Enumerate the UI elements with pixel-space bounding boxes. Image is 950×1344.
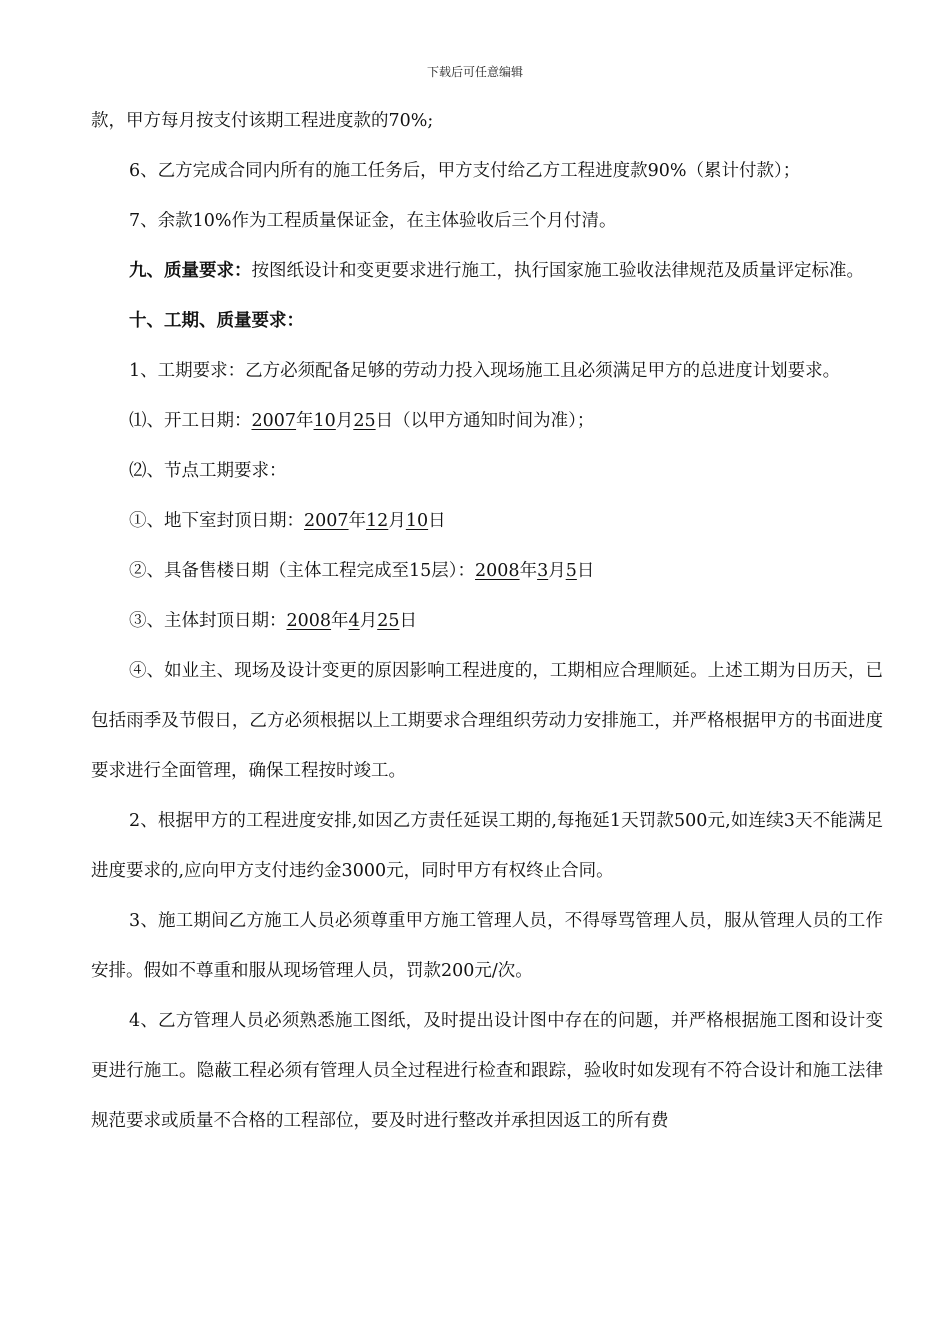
paragraph-drawings-inspection: 4、乙方管理人员必须熟悉施工图纸，及时提出设计图中存在的问题，并严格根据施工图和设计变更进行施工。隐蔽工程必须有管理人员全过程进行检查和跟踪，验收时如发现有不符合设计和施工法律规范要求或质量不合格的工程部位，要及时进行整改并承担因返工的所有费	[91, 1011, 883, 1131]
node-2-label: ②、具备售楼日期（主体工程完成至15层）：	[129, 561, 476, 581]
node-1-line	[91, 496, 883, 546]
node-2-year: 2008	[475, 561, 520, 581]
node-1-year: 2007	[304, 511, 349, 531]
start-date-label: ⑴、开工日期：	[129, 411, 252, 431]
node-2-suffix: 日	[576, 561, 595, 581]
node-3-label: ③、主体封顶日期：	[129, 611, 287, 631]
section-9-text: 按图纸设计和变更要求进行施工，执行国家施工验收法律规范及质量评定标准。	[251, 261, 864, 281]
node-schedule-heading: ⑵、节点工期要求：	[129, 461, 287, 481]
node-1-month-sep: 月	[388, 511, 406, 531]
node-2-year-sep: 年	[519, 561, 538, 581]
node-1-month: 12	[366, 511, 389, 531]
paragraph-payment-70: 款，甲方每月按支付该期工程进度款的70%;	[91, 111, 434, 131]
node-1-label: ①、地下室封顶日期：	[129, 511, 304, 531]
start-date-day: 25	[353, 411, 376, 431]
node-2-line	[91, 546, 883, 596]
node-2-month: 3	[537, 561, 549, 581]
node-3-month-sep: 月	[359, 611, 378, 631]
node-1-day: 10	[405, 511, 429, 531]
paragraph-payment-90: 6、乙方完成合同内所有的施工任务后，甲方支付给乙方工程进度款90%（累计付款）；	[129, 161, 801, 181]
paragraph-respect-management: 3、施工期间乙方施工人员必须尊重甲方施工管理人员，不得辱骂管理人员，服从管理人员的工作安排。假如不尊重和服从现场管理人员，罚款200元/次。	[91, 911, 883, 981]
node-3-line	[91, 596, 883, 646]
section-9-label: 九、质量要求：	[129, 261, 252, 281]
node-3-suffix: 日	[399, 611, 417, 631]
start-date-year: 2007	[251, 411, 297, 431]
node-2-day: 5	[565, 561, 577, 581]
paragraph-schedule-extension: ④、如业主、现场及设计变更的原因影响工程进度的，工期相应合理顺延。上述工期为日历天，已包括雨季及节假日，乙方必须根据以上工期要求合理组织劳动力安排施工，并严格根据甲方的书面进度要求进行全面管理，确保工程按时竣工。	[91, 661, 883, 781]
page-header-watermark: 下载后可任意编辑	[426, 65, 523, 79]
start-date-suffix: 日（以甲方通知时间为准）；	[375, 411, 595, 431]
section-9-quality	[91, 246, 883, 296]
section-10-heading: 十、工期、质量要求：	[129, 311, 304, 331]
node-2-month-sep: 月	[548, 561, 566, 581]
start-date-line	[91, 396, 883, 446]
paragraph-delay-penalty: 2、根据甲方的工程进度安排,如因乙方责任延误工期的,每拖延1天罚款500元,如连续3天不能满足进度要求的,应向甲方支付违约金3000元，同时甲方有权终止合同。	[91, 811, 883, 881]
start-date-year-sep: 年	[296, 411, 314, 431]
paragraph-retention: 7、余款10%作为工程质量保证金，在主体验收后三个月付清。	[129, 211, 617, 231]
node-3-year: 2008	[286, 611, 332, 631]
node-3-year-sep: 年	[331, 611, 349, 631]
node-1-suffix: 日	[428, 511, 446, 531]
start-date-month-sep: 月	[335, 411, 354, 431]
document-body	[91, 96, 883, 1146]
node-3-month: 4	[348, 611, 360, 631]
node-1-year-sep: 年	[348, 511, 367, 531]
paragraph-schedule-requirement: 1、工期要求：乙方必须配备足够的劳动力投入现场施工且必须满足甲方的总进度计划要求。	[129, 361, 841, 381]
start-date-month: 10	[313, 411, 336, 431]
node-3-day: 25	[377, 611, 400, 631]
